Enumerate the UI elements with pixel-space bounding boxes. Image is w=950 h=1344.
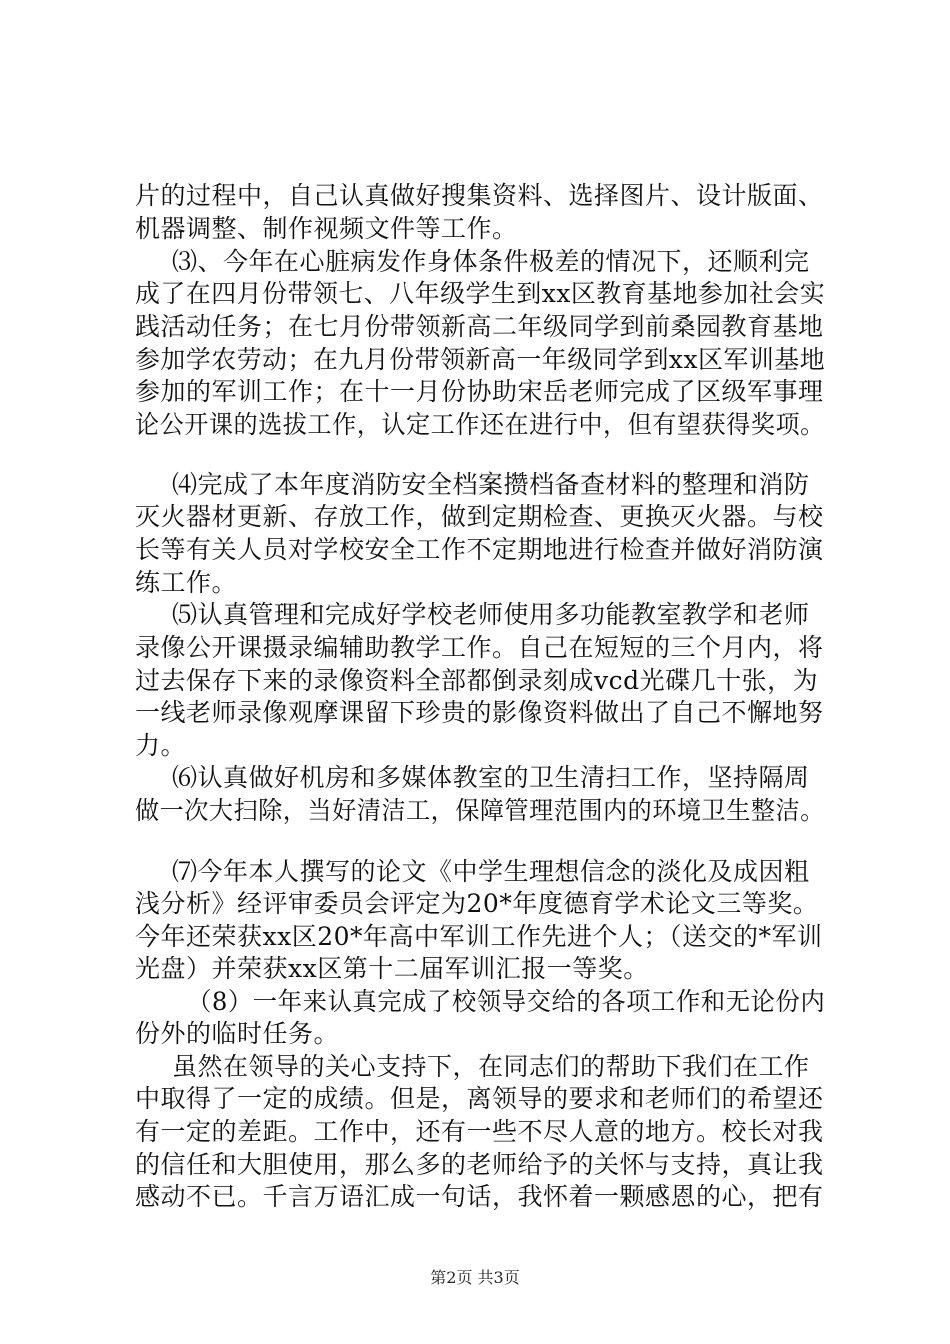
text-line: 一线老师录像观摩课留下珍贵的影像资料做出了自己不懈地努 <box>135 698 824 727</box>
text-line: 做一次大扫除，当好清洁工，保障管理范围内的环境卫生整洁。 <box>135 796 825 825</box>
text-line: 录像公开课摄录编辅助教学工作。自己在短短的三个月内，将 <box>135 633 824 662</box>
text-line: ⑹认真做好机房和多媒体教室的卫生清扫工作，坚持隔周 <box>172 763 810 792</box>
text-line: 论公开课的选拔工作，认定工作还在进行中，但有望获得奖项。 <box>135 410 825 439</box>
text-line: 练工作。 <box>135 568 238 597</box>
text-line: 感动不已。千言万语汇成一句话，我怀着一颗感恩的心，把有 <box>135 1182 824 1211</box>
text-line: 光盘）并荣获xx区第十二届军训汇报一等奖。 <box>135 954 649 983</box>
text-line: 的信任和大胆使用，那么多的老师给予的关怀与支持，真让我 <box>135 1150 824 1179</box>
text-line: 片的过程中，自己认真做好搜集资料、选择图片、设计版面、 <box>135 181 824 210</box>
text-line: ⑶、今年在心脏病发作身体条件极差的情况下，还顺利完 <box>172 247 810 276</box>
text-line: 浅分析》经评审委员会评定为20*年度德育学术论文三等奖。 <box>135 889 819 918</box>
text-line: 过去保存下来的录像资料全部都倒录刻成vcd光碟几十张，为 <box>135 666 819 695</box>
text-line: 践活动任务；在七月份带领新高二年级同学到前桑园教育基地 <box>135 312 824 341</box>
text-line: 有一定的差距。工作中，还有一些不尽人意的地方。校长对我 <box>135 1117 824 1146</box>
page-footer: 第2页 共3页 <box>430 1268 520 1287</box>
text-line: ⑷完成了本年度消防安全档案攒档备查材料的整理和消防 <box>172 470 810 499</box>
text-line: ⑸认真管理和完成好学校老师使用多功能教室教学和老师 <box>172 600 810 629</box>
text-line: 参加的军训工作；在十一月份协助宋岳老师完成了区级军事理 <box>135 377 824 406</box>
text-line: 力。 <box>135 731 187 760</box>
text-line: 份外的临时任务。 <box>135 1019 340 1048</box>
text-line: 长等有关人员对学校安全工作不定期地进行检查并做好消防演 <box>135 535 824 564</box>
text-line: 今年还荣获xx区20*年高中军训工作先进个人；（送交的*军训 <box>135 922 823 951</box>
text-line: 参加学农劳动；在九月份带领新高一年级同学到xx区军训基地 <box>135 345 826 374</box>
text-line: 中取得了一定的成绩。但是，离领导的要求和老师们的希望还 <box>135 1084 824 1113</box>
text-line: 虽然在领导的关心支持下，在同志们的帮助下我们在工作 <box>172 1052 810 1081</box>
text-line: 机器调整、制作视频文件等工作。 <box>135 214 518 243</box>
text-line: （8）一年来认真完成了校领导交给的各项工作和无论份内 <box>187 987 826 1016</box>
text-line: 灭火器材更新、存放工作，做到定期检查、更换灭火器。与校 <box>135 502 824 531</box>
text-line: 成了在四月份带领七、八年级学生到xx区教育基地参加社会实 <box>135 279 826 308</box>
text-line: ⑺今年本人撰写的论文《中学生理想信念的淡化及成因粗 <box>172 857 810 886</box>
